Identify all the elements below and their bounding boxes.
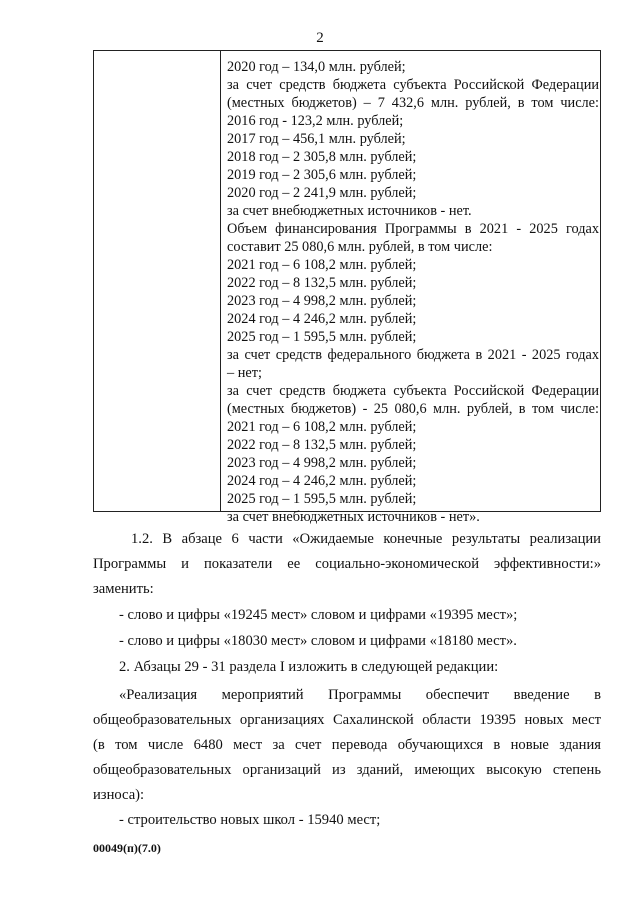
paragraph-line: общеобразовательных организаций из зданий, имеющих высокую степень [93, 762, 601, 778]
paragraph-2: 2. Абзацы 29 - 31 раздела I изложить в следующей редакции: [119, 659, 499, 675]
table-line: (местных бюджетов) - 25 080,6 млн. рублей, в том числе: [227, 401, 599, 417]
table-column-divider [220, 51, 221, 511]
paragraph-line: износа): [93, 787, 145, 803]
paragraph-line: (в том числе 6480 мест за счет перевода обучающихся в новые здания [93, 737, 601, 753]
table-line: (местных бюджетов) – 7 432,6 млн. рублей, в том числе: [227, 95, 599, 111]
table-line: 2018 год – 2 305,8 млн. рублей; [227, 149, 417, 165]
table-line: 2016 год - 123,2 млн. рублей; [227, 113, 404, 129]
replacement-item-2: - слово и цифры «18030 мест» словом и цифрами «18180 мест». [119, 633, 517, 649]
table-line: за счет средств бюджета субъекта Российской Федерации [227, 383, 599, 399]
table-line: 2020 год – 2 241,9 млн. рублей; [227, 185, 417, 201]
quoted-paragraph [93, 683, 601, 808]
table-line: 2023 год – 4 998,2 млн. рублей; [227, 293, 417, 309]
replacement-item-1: - слово и цифры «19245 мест» словом и цифрами «19395 мест»; [119, 607, 518, 623]
paragraph-line: «Реализация мероприятий Программы обеспечит введение в [119, 687, 601, 703]
table-line: за счет средств федерального бюджета в 2021 - 2025 годах [227, 347, 599, 363]
paragraph-line: заменить: [93, 581, 154, 597]
paragraph-line: общеобразовательных организациях Сахалинской области 19395 новых мест [93, 712, 601, 728]
table-line: 2022 год – 8 132,5 млн. рублей; [227, 275, 417, 291]
table-line: за счет средств бюджета субъекта Российской Федерации [227, 77, 599, 93]
table-line: 2025 год – 1 595,5 млн. рублей; [227, 491, 417, 507]
table-line: – нет; [227, 365, 262, 381]
table-line: за счет внебюджетных источников - нет. [227, 203, 472, 219]
table-line: за счет внебюджетных источников - нет». [227, 509, 480, 525]
document-code: 00049(п)(7.0) [93, 841, 161, 855]
table-line: Объем финансирования Программы в 2021 - 2025 годах [227, 221, 599, 237]
paragraph-line: 1.2. В абзаце 6 части «Ожидаемые конечные результаты реализации [131, 531, 601, 547]
table-line: 2019 год – 2 305,6 млн. рублей; [227, 167, 417, 183]
table-cell-funding [227, 58, 599, 526]
construction-item: - строительство новых школ - 15940 мест; [119, 812, 381, 828]
paragraph-line: Программы и показатели ее социально-экономической эффективности:» [93, 556, 601, 572]
table-line: 2020 год – 134,0 млн. рублей; [227, 59, 406, 75]
table-line: 2025 год – 1 595,5 млн. рублей; [227, 329, 417, 345]
table-line: 2021 год – 6 108,2 млн. рублей; [227, 419, 417, 435]
paragraph-1-2 [93, 527, 601, 602]
funding-table [93, 50, 601, 525]
page-number: 2 [316, 30, 324, 46]
table-line: 2024 год – 4 246,2 млн. рублей; [227, 473, 417, 489]
table-line: 2022 год – 8 132,5 млн. рублей; [227, 437, 417, 453]
table-line: составит 25 080,6 млн. рублей, в том числе: [227, 239, 493, 255]
table-line: 2021 год – 6 108,2 млн. рублей; [227, 257, 417, 273]
table-line: 2017 год – 456,1 млн. рублей; [227, 131, 406, 147]
table-line: 2023 год – 4 998,2 млн. рублей; [227, 455, 417, 471]
table-line: 2024 год – 4 246,2 млн. рублей; [227, 311, 417, 327]
